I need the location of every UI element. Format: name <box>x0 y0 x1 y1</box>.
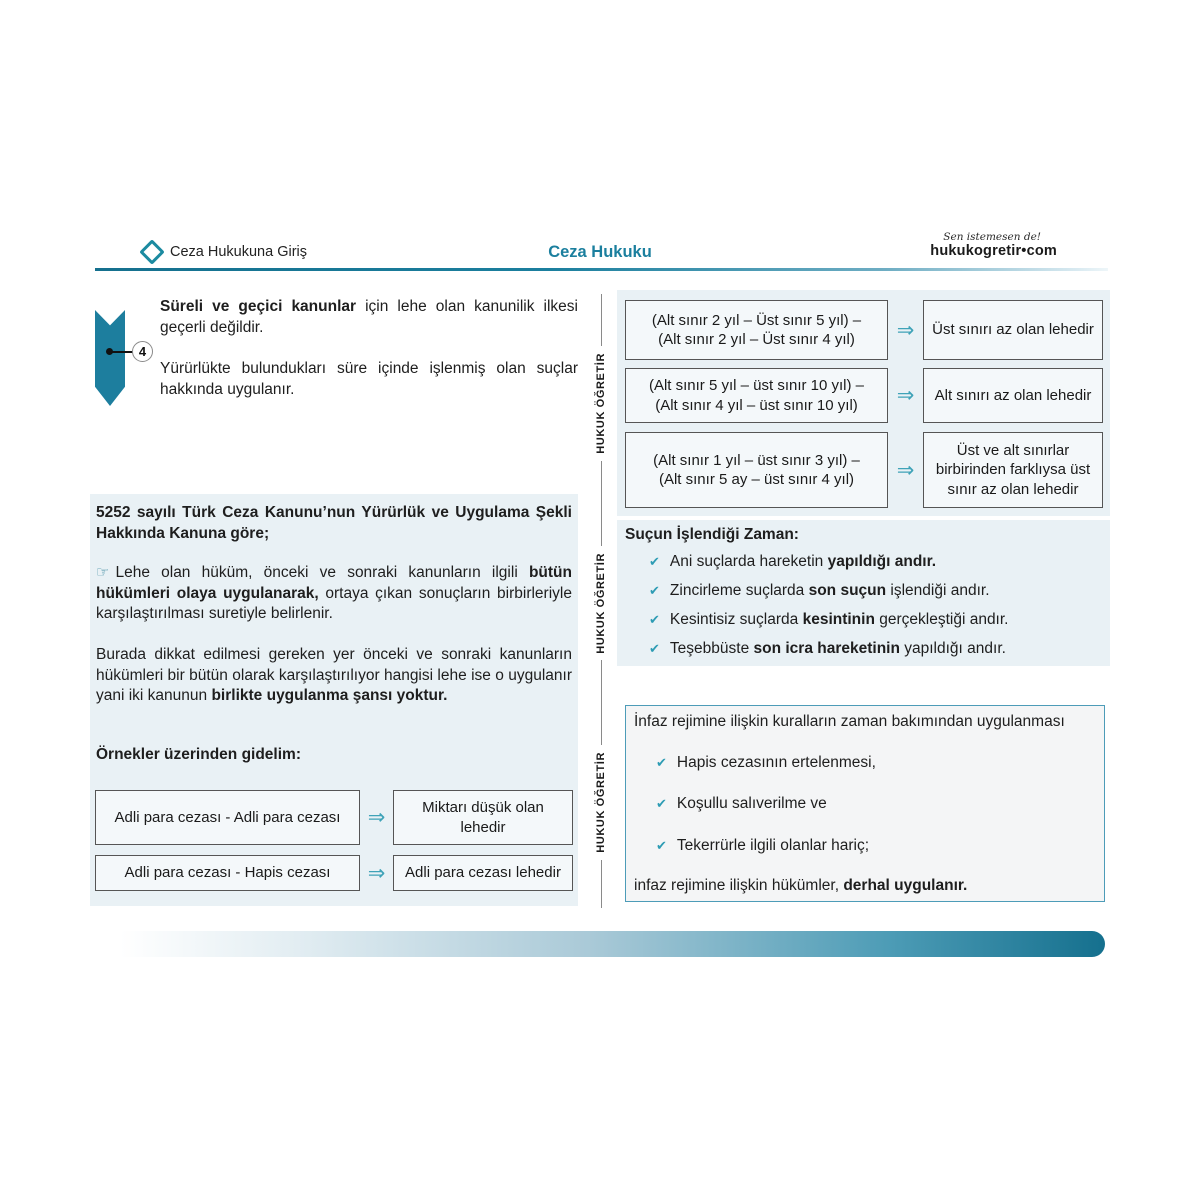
marker-line <box>112 351 133 353</box>
section-divider <box>591 294 611 908</box>
infaz-item <box>656 795 827 813</box>
limits-row-3-line-2: (Alt sınır 5 ay – üst sınır 4 yıl) <box>658 471 855 488</box>
check-icon: ✔ <box>649 583 660 598</box>
infaz-item <box>656 837 869 855</box>
limits-row-1-line-2: (Alt sınır 2 yıl – Üst sınır 4 yıl) <box>658 331 855 348</box>
arrow-right-icon: ⇒ <box>367 861 386 885</box>
brand-name: hukukogretir•com <box>930 243 1057 259</box>
breadcrumb-label: Ceza Hukukuna Giriş <box>170 244 307 260</box>
intro-paragraph-1: Süreli ve geçici kanunlar için lehe olan kanunilik ilkesi geçerli değildir. <box>160 298 578 336</box>
crime-time-item <box>649 611 1099 629</box>
examples-heading: Örnekler üzerinden gidelim: <box>96 746 301 763</box>
check-icon: ✔ <box>649 641 660 656</box>
arrow-right-icon: ⇒ <box>896 384 915 407</box>
limits-row-1-result-box: Üst sınırı az olan lehedir <box>923 300 1103 360</box>
pointing-hand-icon: ☞ <box>96 564 110 581</box>
check-icon: ✔ <box>649 554 660 569</box>
law-5252-paragraph-1-text: Lehe olan hüküm, önceki ve sonraki kanunların ilgili bütün hükümleri olaya uygulanarak, ortaya çıkan sonuçların birbirleriyle karşılaştırılması suretiyle belirlenir. <box>96 564 572 622</box>
check-icon: ✔ <box>649 612 660 627</box>
bookmark-ribbon-icon <box>95 310 125 406</box>
divider-watermark: HUKUK ÖĞRETİR <box>595 353 607 454</box>
crime-time-item <box>649 640 1099 658</box>
limits-row-3-result-box: Üst ve alt sınırlar birbirinden farklıysa üst sınır az olan lehedir <box>923 432 1103 508</box>
crime-time-item-text: Teşebbüste son icra hareketinin yapıldığı andır. <box>669 640 1006 657</box>
arrow-right-icon: ⇒ <box>367 806 386 829</box>
crime-time-item-text: Ani suçlarda hareketin yapıldığı andır. <box>669 553 937 570</box>
arrow-right-icon: ⇒ <box>896 318 915 342</box>
limits-row-2-result-box: Alt sınırı az olan lehedir <box>923 368 1103 423</box>
header-rule <box>95 268 1108 271</box>
crime-time-panel <box>617 520 1110 666</box>
divider-line <box>601 461 602 546</box>
law-5252-panel <box>90 494 578 906</box>
marker-number: 4 <box>132 341 153 362</box>
example-row-1-result-box: Miktarı düşük olan lehedir <box>393 790 573 845</box>
law-5252-paragraph-1 <box>96 563 572 625</box>
infaz-item <box>656 754 876 772</box>
sentence-limits-panel <box>617 290 1110 516</box>
law-5252-heading: 5252 sayılı Türk Ceza Kanunu’nun Yürürlük ve Uygulama Şekli Hakkında Kanuna göre; <box>96 504 572 542</box>
check-icon: ✔ <box>656 796 667 811</box>
infaz-rules-box <box>625 705 1105 902</box>
limits-row-1-case-box <box>625 300 888 360</box>
intro-paragraph-2: Yürürlükte bulundukları süre içinde işlenmiş olan suçlar hakkında uygulanır. <box>160 360 578 398</box>
check-icon: ✔ <box>656 838 667 853</box>
infaz-item-text: Koşullu salıverilme ve <box>676 795 827 812</box>
brand-logo <box>930 231 1057 259</box>
limits-row-3-line-1: (Alt sınır 1 yıl – üst sınır 3 yıl) – <box>653 451 860 469</box>
limits-row-2-line-1: (Alt sınır 5 yıl – üst sınır 10 yıl) – <box>648 377 865 395</box>
crime-time-item <box>649 553 1099 571</box>
divider-watermark: HUKUK ÖĞRETİR <box>595 752 607 854</box>
brand-slogan: Sen istemesen de! <box>943 231 1041 243</box>
divider-watermark: HUKUK ÖĞRETİR <box>595 552 607 654</box>
law-5252-paragraph-2: Burada dikkat edilmesi gereken yer önceki ve sonraki kanunların hükümleri bir bütün olarak karşılaştırılıyor hangisi lehe ise o uygulanır yani iki kanunun birlikte uygulanma şansı yoktur. <box>96 646 572 704</box>
arrow-right-icon: ⇒ <box>896 458 915 482</box>
infaz-title: İnfaz rejimine ilişkin kuralların zaman bakımından uygulanması <box>634 713 1065 730</box>
infaz-item-text: Hapis cezasının ertelenmesi, <box>676 754 876 771</box>
example-row-2-result-box: Adli para cezası lehedir <box>393 855 573 891</box>
check-icon: ✔ <box>656 755 667 770</box>
crime-time-item-text: Kesintisiz suçlarda kesintinin gerçekleştiği andır. <box>669 611 1009 628</box>
divider-line <box>601 860 602 908</box>
crime-time-title: Suçun İşlendiği Zaman: <box>625 526 799 543</box>
example-row-2-case-box: Adli para cezası - Hapis cezası <box>95 855 360 891</box>
limits-row-2-case-box <box>625 368 888 423</box>
divider-line <box>601 660 602 745</box>
divider-line <box>601 294 602 346</box>
infaz-item-text: Tekerrürle ilgili olanlar hariç; <box>676 837 870 854</box>
limits-row-2-line-2: (Alt sınır 4 yıl – üst sınır 10 yıl) <box>655 396 858 414</box>
crime-time-item-text: Zincirleme suçlarda son suçun işlendiği andır. <box>669 582 990 599</box>
limits-row-3-case-box <box>625 432 888 508</box>
infaz-footer: infaz rejimine ilişkin hükümler, derhal uygulanır. <box>634 877 968 894</box>
limits-row-1-line-1: (Alt sınır 2 yıl – Üst sınır 5 yıl) – <box>651 311 862 329</box>
footer-gradient-bar <box>120 931 1105 957</box>
example-row-1-case-box: Adli para cezası - Adli para cezası <box>95 790 360 845</box>
page-title: Ceza Hukuku <box>548 243 652 261</box>
crime-time-item <box>649 582 1099 600</box>
